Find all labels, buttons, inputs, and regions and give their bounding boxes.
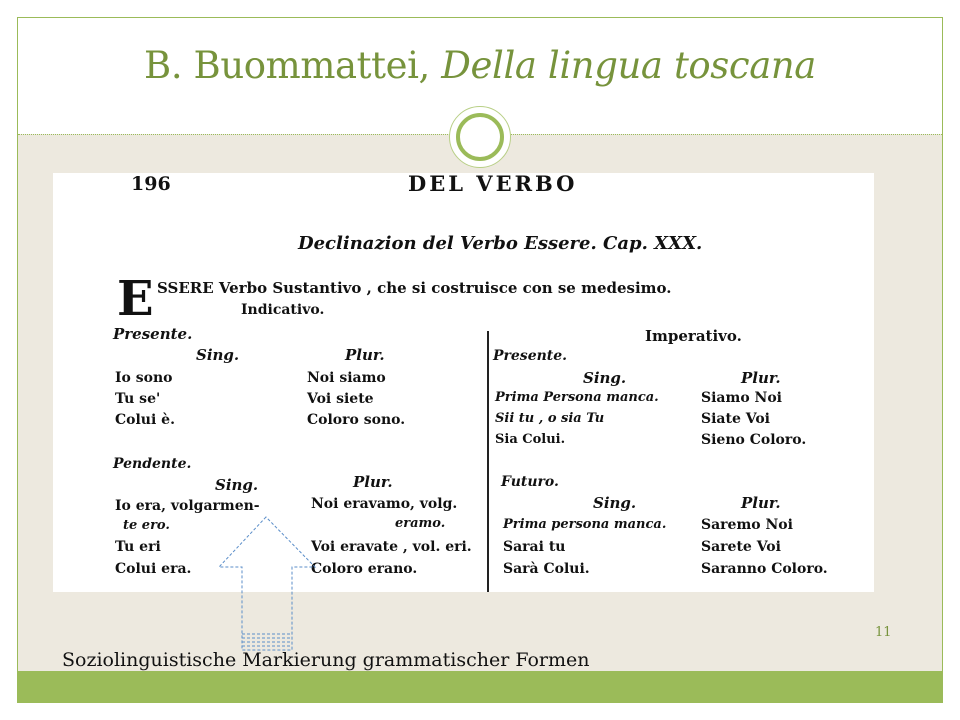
scan-intro-1: SSERE Verbo Sustantivo , che si costruisce con se medesimo. [157,279,672,297]
title-italic: Della lingua toscana [441,44,816,87]
scan-r-sing-1: Prima Persona manca. [495,390,659,405]
scan-p-plur-2: Voi siete [307,391,374,407]
scan-r-fut-plur-3: Saranno Coloro. [701,561,828,577]
scanned-page [53,173,874,592]
slide-caption: Soziolinguistische Markierung grammatischer Formen [62,649,590,671]
scan-intro-2: Indicativo. [241,302,325,318]
scan-presente-label: Presente. [113,325,193,343]
scan-r-sing-label: Sing. [583,369,627,387]
scan-r-fut-sing-2: Sarai tu [503,539,566,555]
scan-r-fut-sing-3: Sarà Colui. [503,561,590,577]
scan-imperativo-label: Imperativo. [645,327,742,345]
scan-p-sing-3: Colui è. [115,412,175,428]
scan-r-plur-2: Siate Voi [701,411,770,427]
scan-pend-sing-2: Tu eri [115,539,161,555]
scan-sing2-label: Sing. [215,476,259,494]
slide-title [0,44,960,87]
scan-column-rule [487,331,489,592]
scan-plur2-label: Plur. [353,473,393,491]
scan-pend-sing-1b: te ero. [123,518,170,533]
scan-pend-plur-1: Noi eravamo, volg. [311,496,458,512]
scan-pendente-label: Pendente. [113,456,192,472]
scan-r-presente-label: Presente. [493,348,568,364]
scan-plur-label: Plur. [345,346,385,364]
scan-r-fut-sing-1: Prima persona manca. [503,517,667,532]
scan-pend-plur-1b: eramo. [395,516,446,531]
scan-drop-cap: E [117,271,154,327]
scan-r-plur-1: Siamo Noi [701,390,782,406]
scan-r-sing-3: Sia Colui. [495,432,566,447]
scan-p-sing-1: Io sono [115,370,173,386]
scan-pend-sing-3: Colui era. [115,561,192,577]
scan-p-sing-2: Tu se' [115,391,161,407]
slide-number: 11 [875,625,892,640]
circle-ornament-inner-icon [456,113,504,161]
scan-r-sing-2: Sii tu , o sia Tu [495,411,605,426]
scan-futuro-label: Futuro. [501,474,559,490]
scan-pend-plur-2: Voi eravate , vol. eri. [311,539,472,555]
scan-sing-label: Sing. [196,346,240,364]
scan-pend-plur-3: Coloro erano. [311,561,418,577]
scan-page-number: 196 [131,173,171,195]
scan-r-plur-label: Plur. [741,369,781,387]
scan-r-plur2-label: Plur. [741,494,781,512]
scan-r-fut-plur-2: Sarete Voi [701,539,781,555]
title-plain: B. Buommattei, [144,44,442,87]
scan-r-plur-3: Sieno Coloro. [701,432,807,448]
scan-r-sing2-label: Sing. [593,494,637,512]
scan-pend-sing-1: Io era, volgarmen- [115,498,260,514]
scan-r-fut-plur-1: Saremo Noi [701,517,793,533]
bottom-band [18,671,942,703]
scan-header: DEL VERBO [408,173,578,196]
scan-chapter: Declinazion del Verbo Essere. Cap. XXX. [298,233,703,254]
scan-p-plur-3: Coloro sono. [307,412,406,428]
scan-p-plur-1: Noi siamo [307,370,386,386]
